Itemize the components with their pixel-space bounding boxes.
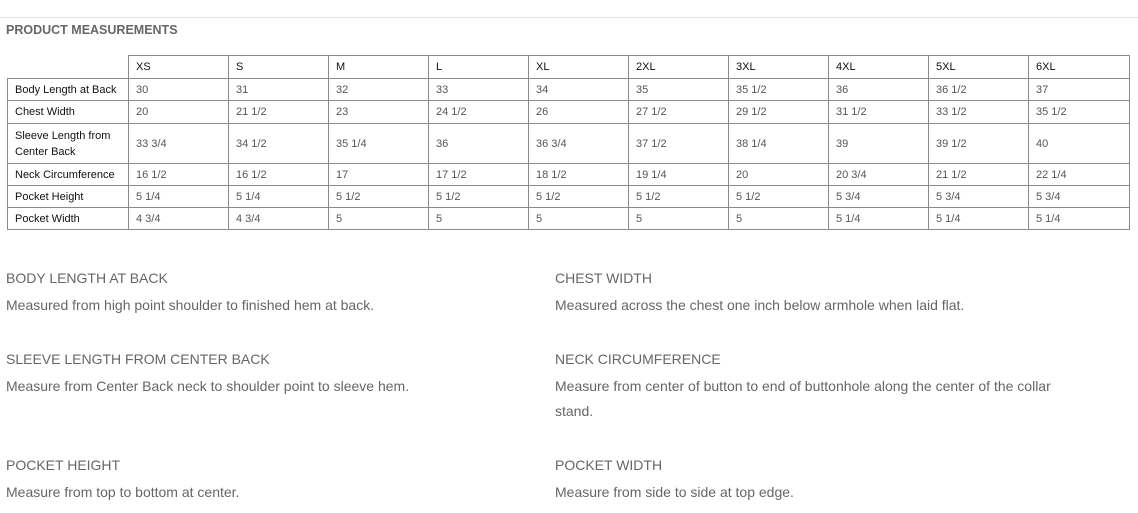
measurement-cell: 30 [129,79,229,101]
size-header: 4XL [829,56,929,79]
measurement-cell: 17 [329,164,429,186]
size-header: XS [129,56,229,79]
measurement-cell: 31 [229,79,329,101]
desc-pocket-height [6,455,526,505]
desc-title: SLEEVE LENGTH FROM CENTER BACK [6,351,270,367]
measurement-cell: 35 1/4 [329,124,429,164]
measurement-cell: 20 [129,101,229,124]
measurement-cell: 39 [829,124,929,164]
measurement-cell: 31 1/2 [829,101,929,124]
measurement-cell: 5 [629,208,729,230]
corner-cell [8,56,129,79]
measurement-cell: 18 1/2 [529,164,629,186]
desc-text: Measured from high point shoulder to finished hem at back. [6,297,375,313]
measurement-cell: 22 1/4 [1029,164,1130,186]
measurement-cell: 33 1/2 [929,101,1029,124]
measurement-cell: 5 [429,208,529,230]
desc-neck-circumference [555,349,1055,424]
measurement-cell: 5 1/2 [529,186,629,208]
measurement-cell: 16 1/2 [129,164,229,186]
desc-title: CHEST WIDTH [555,270,652,286]
measurement-cell: 36 1/2 [929,79,1029,101]
measurement-cell: 34 1/2 [229,124,329,164]
measurement-cell: 5 3/4 [1029,186,1130,208]
measurements-table [7,55,1130,230]
size-header: 2XL [629,56,729,79]
size-header: XL [529,56,629,79]
measurement-cell: 4 3/4 [129,208,229,230]
measurement-cell: 36 [429,124,529,164]
desc-text: Measure from top to bottom at center. [6,484,240,500]
measurement-cell: 32 [329,79,429,101]
desc-sleeve-length [6,349,526,399]
table-row [8,101,1130,124]
desc-text: Measure from center of button to end of buttonhole along the center of the collar stand. [555,378,1051,419]
measurement-cell: 33 [429,79,529,101]
measurement-cell: 5 1/2 [629,186,729,208]
desc-text: Measure from Center Back neck to shoulder point to sleeve hem. [6,378,410,394]
measurement-cell: 5 1/4 [929,208,1029,230]
measurement-cell: 35 [629,79,729,101]
desc-title: NECK CIRCUMFERENCE [555,351,721,367]
measurement-cell: 39 1/2 [929,124,1029,164]
measurement-cell: 27 1/2 [629,101,729,124]
table-row [8,208,1130,230]
size-header: 5XL [929,56,1029,79]
row-label: Body Length at Back [8,79,129,101]
desc-title: POCKET WIDTH [555,457,663,473]
desc-text: Measure from side to side at top edge. [555,484,794,500]
measurement-cell: 23 [329,101,429,124]
measurement-cell: 20 [729,164,829,186]
measurement-cell: 5 3/4 [929,186,1029,208]
measurement-cell: 36 3/4 [529,124,629,164]
size-header: S [229,56,329,79]
row-label: Chest Width [8,101,129,124]
desc-body-length [6,268,526,318]
measurement-cell: 38 1/4 [729,124,829,164]
measurement-cell: 40 [1029,124,1130,164]
size-header: L [429,56,529,79]
measurement-cell: 5 1/2 [329,186,429,208]
desc-chest-width [555,268,1075,318]
row-label: Pocket Height [8,186,129,208]
measurement-cell: 29 1/2 [729,101,829,124]
table-row [8,186,1130,208]
measurement-cell: 33 3/4 [129,124,229,164]
measurement-cell: 5 3/4 [829,186,929,208]
row-label: Pocket Width [8,208,129,230]
measurement-cell: 16 1/2 [229,164,329,186]
measurement-cell: 4 3/4 [229,208,329,230]
measurement-cell: 26 [529,101,629,124]
measurement-cell: 5 [329,208,429,230]
measurement-cell: 5 [729,208,829,230]
table-row [8,79,1130,101]
measurement-cell: 5 1/4 [1029,208,1130,230]
measurement-cell: 24 1/2 [429,101,529,124]
measurement-cell: 35 1/2 [729,79,829,101]
measurement-cell: 21 1/2 [229,101,329,124]
row-label: Neck Circumference [8,164,129,186]
measurement-cell: 37 [1029,79,1130,101]
row-label: Sleeve Length from Center Back [8,124,129,164]
measurement-cell: 21 1/2 [929,164,1029,186]
table-row [8,124,1130,164]
measurement-cell: 5 [529,208,629,230]
measurement-cell: 36 [829,79,929,101]
measurement-cell: 5 1/4 [129,186,229,208]
section-title: PRODUCT MEASUREMENTS [6,23,178,37]
measurement-cell: 19 1/4 [629,164,729,186]
measurement-cell: 34 [529,79,629,101]
measurement-cell: 5 1/2 [729,186,829,208]
size-header: 3XL [729,56,829,79]
table-row [8,164,1130,186]
desc-title: POCKET HEIGHT [6,457,121,473]
size-header-row [8,56,1130,79]
size-header: M [329,56,429,79]
measurement-cell: 37 1/2 [629,124,729,164]
measurement-cell: 35 1/2 [1029,101,1130,124]
size-header: 6XL [1029,56,1130,79]
desc-pocket-width [555,455,1075,505]
measurement-cell: 5 1/4 [229,186,329,208]
measurement-cell: 5 1/4 [829,208,929,230]
top-divider [0,17,1138,18]
desc-text: Measured across the chest one inch below armhole when laid flat. [555,297,965,313]
measurement-cell: 5 1/2 [429,186,529,208]
measurement-cell: 20 3/4 [829,164,929,186]
measurement-cell: 17 1/2 [429,164,529,186]
desc-title: BODY LENGTH AT BACK [6,270,168,286]
